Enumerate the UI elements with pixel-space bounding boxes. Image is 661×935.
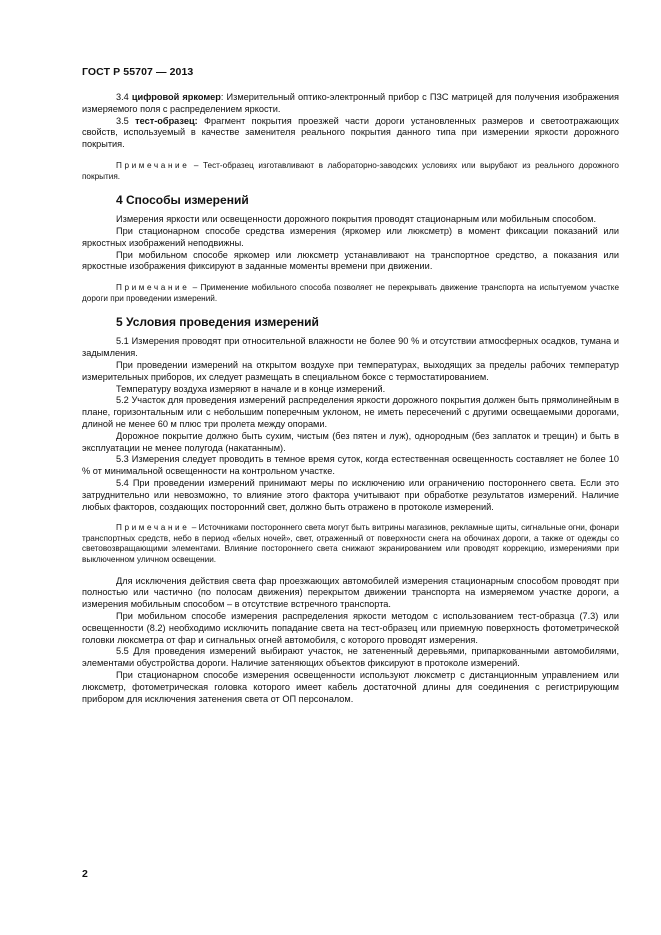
note-text: – Применение мобильного способа позволяет не перекрывать движение транспорта на испытуемом участке дороги при проведении измерений.: [82, 283, 619, 303]
paragraph: 5.2 Участок для проведения измерений распределения яркости дорожного покрытия должен быть прямолинейным в плане, горизонтальным или с небольшим поперечным уклоном, не иметь пересечений с другими освещаемыми дорогами, длиной не менее 60 м плюс три пролета между опорами.: [82, 395, 619, 429]
definition-3-4: [82, 92, 619, 116]
definition-number: 3.5: [116, 115, 136, 126]
paragraph: При мобильном способе измерения распределения яркости методом с использованием тест-образца (7.3) или освещенности (8.2) необходимо исключить попадание света на тест-образец или приемную поверхность фотометрической головки люксметра от фар и сигнальных огней автомобиля, с которого проводят измерения.: [82, 611, 619, 645]
definition-text: Фрагмент покрытия проезжей части дороги установленных размеров и светоотражающих свойств, используемый в качестве заменителя реального покрытия данного типа при измерении яркости дорожного покрытия.: [82, 115, 619, 150]
paragraph: Температуру воздуха измеряют в начале и в конце измерений.: [116, 383, 386, 394]
section-5-heading: 5 Условия проведения измерений: [116, 315, 319, 330]
note-text: – Источниками постороннего света могут быть витрины магазинов, рекламные щиты, сигнальные огни, фонари транспортных средств, небо в период «белых ночей», свет, отраженный от поверхности снега на обочинах дороги, а также от одежды со световозвращающими элементами. Влияние постороннего света снижают экранированием или проводят коррекцию, измерениями при выключенном уличном освещении.: [82, 523, 619, 565]
paragraph: Измерения яркости или освещенности дорожного покрытия проводят стационарным или мобильным способом.: [116, 214, 597, 225]
paragraph: При проведении измерений на открытом воздухе при температурах, выходящих за пределы рабочих температур измерительных приборов, их следует размещать в специальном боксе с термостатированием.: [82, 359, 619, 382]
paragraph: При стационарном способе средства измерения (яркомер или люксметр) в момент фиксации показаний или яркостных изображений неподвижны.: [82, 225, 619, 248]
paragraph: 5.3 Измерения следует проводить в темное время суток, когда естественная освещенность составляет не более 10 % от минимальной освещенности на контрольном участке.: [82, 454, 619, 477]
note-keyword: Примечание: [116, 160, 190, 170]
paragraph: При стационарном способе измерения освещенности используют люксметр с дистанционным управлением или люксметр, фотометрическая головка которого имеет кабель достаточной длины для соединения с регистрирующим прибором для исключения затенения света от ОП персоналом.: [82, 670, 619, 704]
paragraph: 5.1 Измерения проводят при относительной влажности не более 90 % и отсутствии атмосферных осадков, тумана и задымления.: [82, 336, 619, 359]
definition-term: тест-образец:: [135, 115, 198, 126]
paragraph: 5.4 При проведении измерений принимают меры по исключению или ограничению постороннего света. Если это затруднительно или невозможно, то влияние этого фактора учитывают при обработке результатов измерений. Наличие любых факторов, создающих посторонний свет, должно быть отражено в протоколе измерений.: [82, 477, 619, 512]
paragraph: Для исключения действия света фар проезжающих автомобилей измерения стационарным способом проводят при полностью или частично (по полосам движения) перекрытом движении транспорта на измеряемом участке дороги, а измерения мобильным способом – в отсутствие встречного транспорта.: [82, 575, 619, 610]
note-keyword: Примечание: [116, 283, 190, 293]
definition-text: : Измерительный оптико-электронный прибор с ПЗС матрицей для получения изображения измеряемого поля с распределением яркости.: [82, 92, 620, 114]
note-stray-light: [82, 523, 619, 565]
paragraph: Дорожное покрытие должно быть сухим, чистым (без пятен и луж), однородным (без заплаток и трещин) и быть в эксплуатации не менее полугода (накатанным).: [82, 430, 619, 453]
definition-3-5: [82, 116, 619, 151]
paragraph: При мобильном способе яркомер или люксметр устанавливают на транспортное средство, а показания или яркостные изображения фиксируют в заданные моменты времени при движении.: [82, 249, 619, 272]
paragraph: 5.5 Для проведения измерений выбирают участок, не затененный деревьями, припаркованными автомобилями, элементами обустройства дороги. Наличие затеняющих объектов фиксируют в протоколе измерений.: [82, 646, 619, 669]
note-mobile-method: [82, 283, 619, 304]
page-content: [82, 92, 619, 705]
document-header: ГОСТ Р 55707 — 2013: [82, 66, 194, 78]
definition-number: 3.4: [116, 92, 132, 102]
note-text: – Тест-образец изготавливают в лабораторно-заводских условиях или вырубают из реального дорожного покрытия.: [82, 160, 619, 181]
note-test-sample: [82, 161, 619, 182]
definition-term: цифровой яркомер: [131, 92, 221, 102]
note-keyword: Примечание: [116, 523, 190, 533]
section-4-heading: 4 Способы измерений: [116, 193, 249, 208]
page-number: 2: [82, 868, 88, 880]
